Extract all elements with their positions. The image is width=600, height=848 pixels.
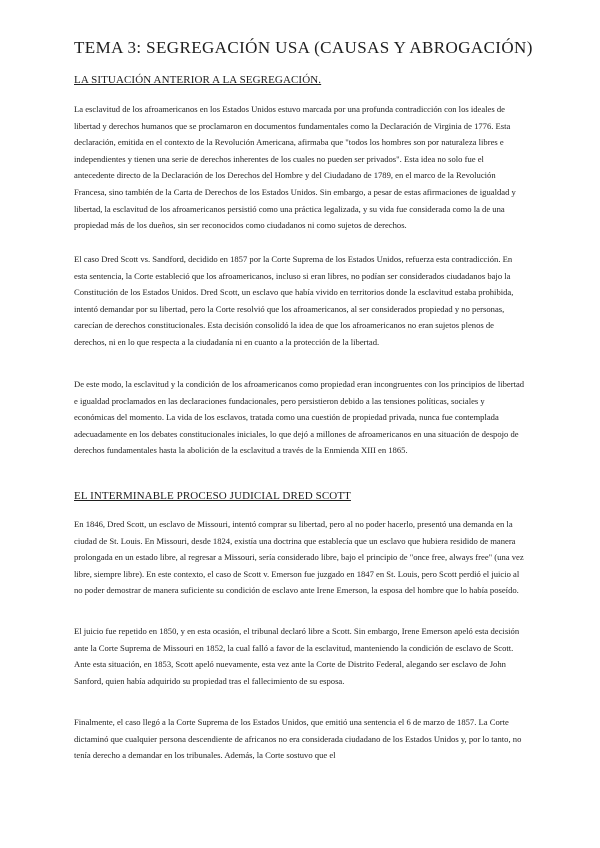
section-heading-dred-scott: EL INTERMINABLE PROCESO JUDICIAL DRED SCOTT: [74, 490, 351, 502]
section-heading-situacion: LA SITUACIÓN ANTERIOR A LA SEGREGACIÓN.: [74, 74, 322, 86]
paragraph: El juicio fue repetido en 1850, y en esta ocasión, el tribunal declaró libre a Scott. Sin embargo, Irene Emerson apeló esta decisión ante la Corte Suprema de Missouri en 1852, la cual falló a favor de la esclavitud, manteniendo la condición de esclavo de Scott. Ante esta situación, en 1853, Scott apeló nuevamente, esta vez ante la Corte de Distrito Federal, alegando ser esclavo de John Sanford, quien había adquirido su propiedad tras el fallecimiento de su esposa.: [74, 626, 520, 686]
paragraph: La esclavitud de los afroamericanos en los Estados Unidos estuvo marcada por una profunda contradicción con los ideales de libertad y derechos humanos que se proclamaron en documentos fundamentales como la Declaración de Virginia de 1776. Esta declaración, emitida en el contexto de la Revolución Americana, afirmaba que "todos los hombres son por naturaleza libres e independientes y tienen una serie de derechos inherentes de los cuales no pueden ser privados". Esta idea no solo fue el antecedente directo de la Declaración de los Derechos del Hombre y del Ciudadano de 1789, en el marco de la Revolución Francesa, sino también de la Carta de Derechos de los Estados Unidos. Sin embargo, a pesar de estas afirmaciones de igualdad y libertad, la esclavitud de los afroamericanos persistió como una práctica legalizada, y su vida fue considerada como la de una propiedad más de los dueños, sin ser reconocidos como ciudadanos ni como sujetos de derechos.: [74, 104, 516, 231]
paragraph: De este modo, la esclavitud y la condición de los afroamericanos como propiedad eran incongruentes con los principios de libertad e igualdad proclamados en las declaraciones fundacionales, pero persistieron debido a las tensiones políticas, sociales y económicas del momento. La vida de los esclavos, tratada como una cuestión de propiedad privada, nunca fue contemplada adecuadamente en los debates constitucionales iniciales, lo que dejó a millones de afroamericanos en una situación de despojo de derechos fundamentales hasta la abolición de la esclavitud a través de la Enmienda XIII en 1865.: [74, 379, 525, 456]
paragraph: Finalmente, el caso llegó a la Corte Suprema de los Estados Unidos, que emitió una sentencia el 6 de marzo de 1857. La Corte dictaminó que cualquier persona descendiente de africanos no era considerada ciudadano de los Estados Unidos y, por lo tanto, no tenía derecho a demandar en los tribunales. Además, la Corte sostuvo que el: [74, 717, 522, 761]
paragraph: El caso Dred Scott vs. Sandford, decidido en 1857 por la Corte Suprema de los Estados Unidos, refuerza esta contradicción. En esta sentencia, la Corte estableció que los afroamericanos, incluso si eran libres, no podían ser considerados ciudadanos bajo la Constitución de los Estados Unidos. Dred Scott, un esclavo que había vivido en territorios donde la esclavitud estaba prohibida, intentó demandar por su libertad, pero la Corte resolvió que los afroamericanos, al ser considerados propiedad y no personas, carecían de derechos constitucionales. Esta decisión consolidó la idea de que los afroamericanos no eran sujetos plenos de derechos, ni en lo que respecta a la ciudadanía ni en cuanto a la protección de la libertad.: [74, 254, 514, 347]
paragraph: En 1846, Dred Scott, un esclavo de Missouri, intentó comprar su libertad, pero al no poder hacerlo, presentó una demanda en la ciudad de St. Louis. En Missouri, desde 1824, existía una doctrina que establecía que un esclavo que hubiera residido de manera prolongada en un estado libre, al regresar a Missouri, sería considerado libre, bajo el principio de "once free, always free" (una vez libre, siempre libre). En este contexto, el caso de Scott v. Emerson fue juzgado en 1847 en St. Louis, pero Scott perdió el juicio al no poder demostrar de manera suficiente su condición de esclavo ante Irene Emerson, la esposa del hombre que lo había poseído.: [74, 519, 524, 596]
document-title: TEMA 3: SEGREGACIÓN USA (CAUSAS Y ABROGACIÓN): [74, 38, 533, 57]
